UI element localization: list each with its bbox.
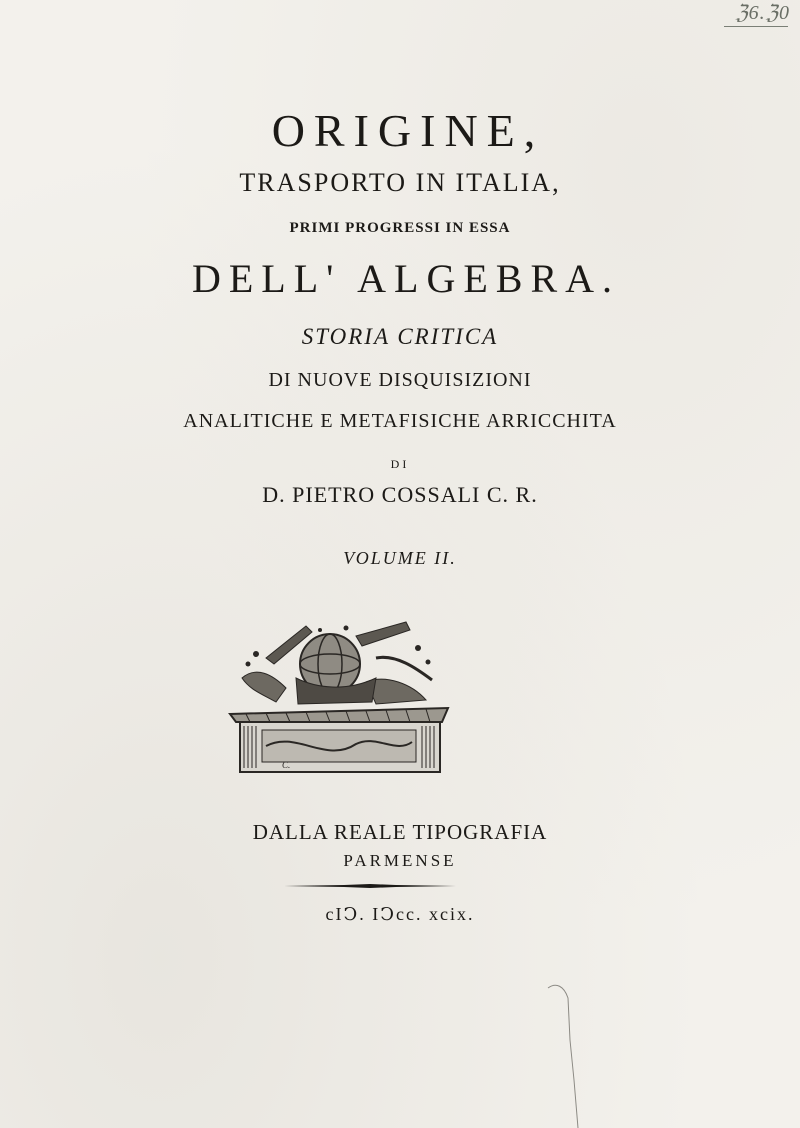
publisher-line-2: PARMENSE (343, 851, 457, 870)
description-line-2: ANALITICHE E METAFISICHE ARRICCHITA (183, 410, 617, 432)
svg-text:C.: C. (282, 760, 291, 770)
author-name: D. PIETRO COSSALI C. R. (262, 482, 538, 507)
subtitle-line-2: PRIMI PROGRESSI IN ESSA (289, 220, 511, 236)
subtitle-line-4: STORIA CRITICA (301, 324, 499, 349)
description-line-1: DI NUOVE DISQUISIZIONI (268, 369, 532, 391)
printer-ornament-vignette-icon (226, 618, 452, 774)
publisher-line-1: DALLA REALE TIPOGRAFIA (252, 820, 548, 844)
tapered-rule (284, 884, 456, 888)
imprint-year: cIↃ. IↃcc. xcix. (325, 904, 475, 924)
by-line: DI (390, 457, 410, 471)
page-scratch-mark (520, 980, 640, 1128)
main-title: ORIGINE, (271, 105, 545, 156)
shelfmark: ℨ6.ℨ0 (735, 2, 790, 24)
shelfmark-underline (724, 26, 788, 27)
volume-label: VOLUME II. (343, 548, 457, 568)
subtitle-line-1: TRASPORTO IN ITALIA, (239, 168, 561, 197)
subtitle-line-3: DELL' ALGEBRA. (191, 256, 621, 301)
